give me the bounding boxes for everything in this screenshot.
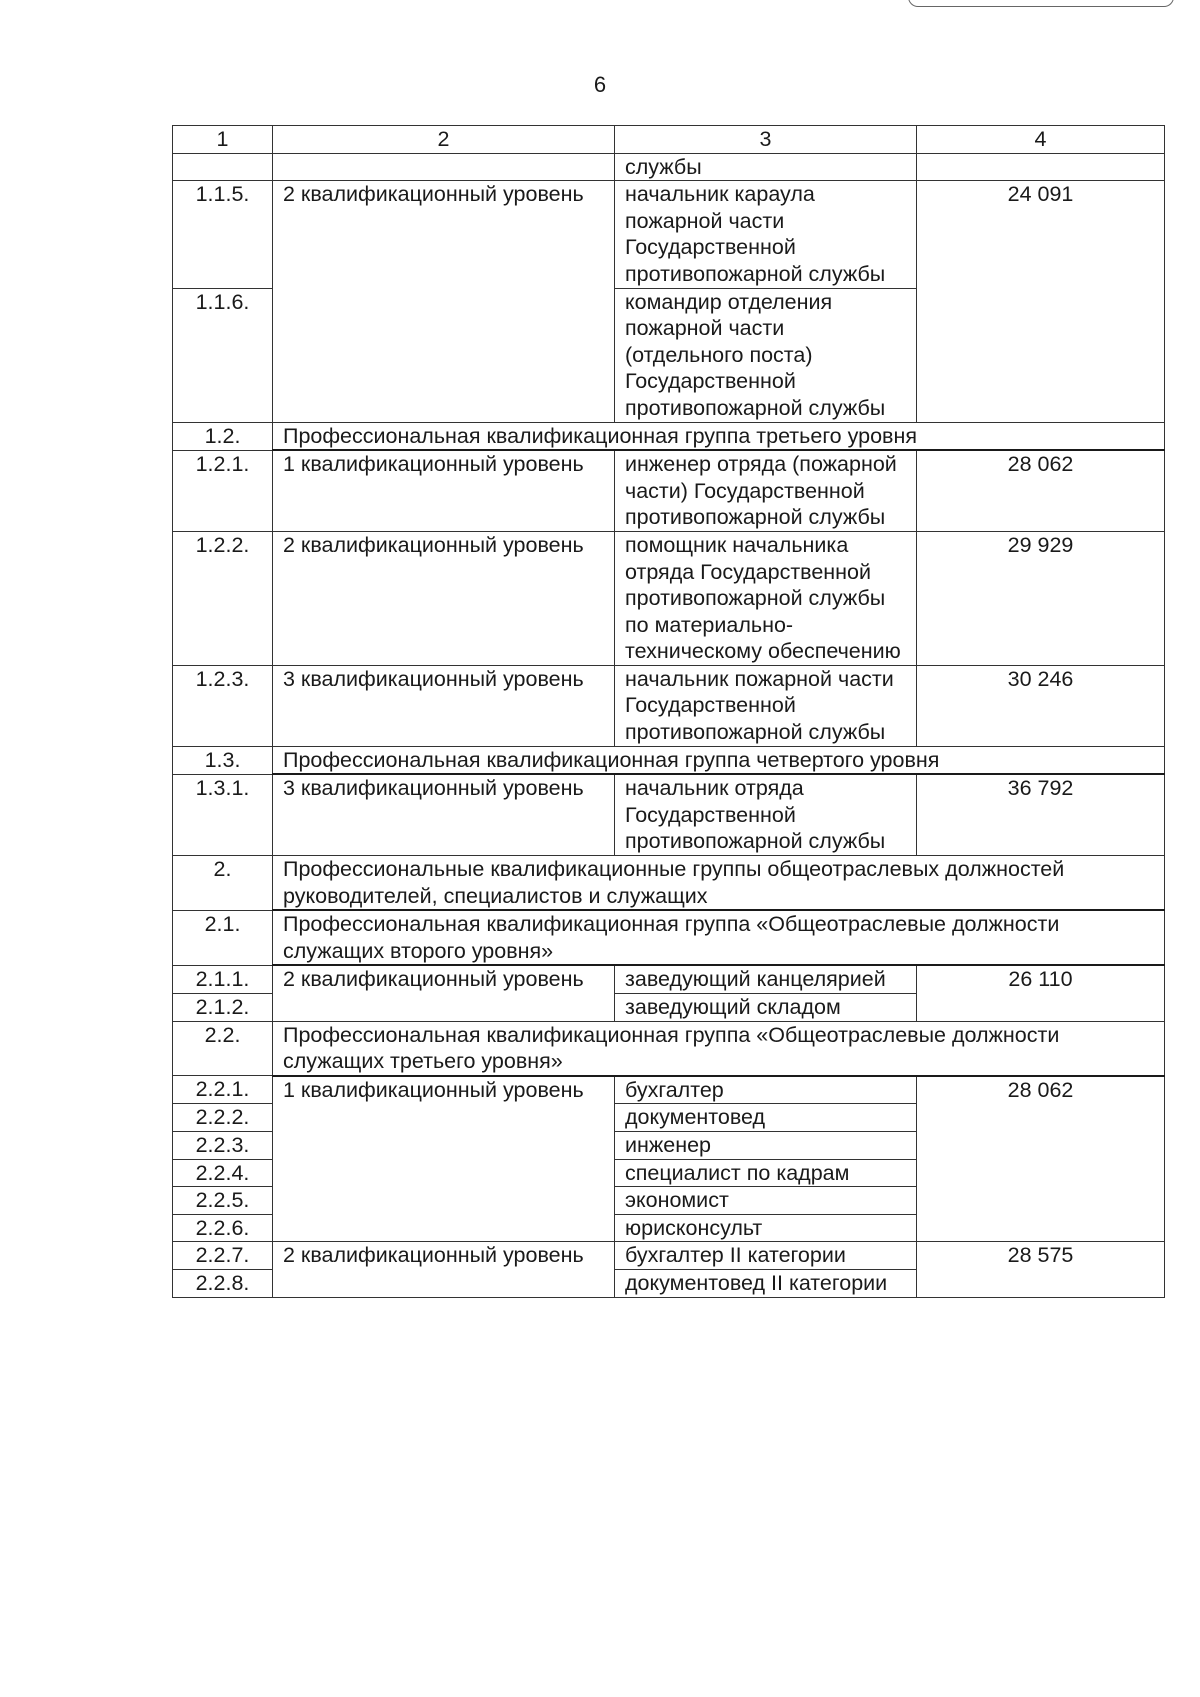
qualification-level: 2 квалификационный уровень: [273, 1242, 615, 1297]
qualification-level: 1 квалификационный уровень: [273, 1076, 615, 1242]
qualification-level: 2 квалификационный уровень: [273, 181, 615, 422]
table-row: [173, 965, 1165, 993]
position-title: бухгалтер: [615, 1076, 917, 1104]
row-number: 2.2.3.: [173, 1131, 273, 1159]
salary-amount: 29 929: [917, 531, 1165, 665]
salary-table: [172, 125, 1165, 1298]
position-title: бухгалтер II категории: [615, 1242, 917, 1270]
row-number: [173, 153, 273, 181]
group-title: Профессиональная квалификационная группа «Общеотраслевые должности служащих третьего уровня»: [273, 1021, 1165, 1076]
position-title: специалист по кадрам: [615, 1159, 917, 1187]
row-number: 1.1.5.: [173, 181, 273, 288]
row-number: 2.2.1.: [173, 1076, 273, 1104]
position-title: заведующий складом: [615, 994, 917, 1022]
position-title: юрисконсульт: [615, 1214, 917, 1242]
row-number: 2.1.2.: [173, 994, 273, 1022]
position-title: начальник отряда Государственной противопожарной службы: [615, 774, 917, 855]
position-title: начальник пожарной части Государственной противопожарной службы: [615, 665, 917, 746]
group-row: [173, 856, 1165, 911]
page-number: 6: [593, 72, 607, 97]
position-title: документовед: [615, 1104, 917, 1132]
row-number: 2.2.4.: [173, 1159, 273, 1187]
qualification-level: [273, 153, 615, 181]
table-row: [173, 153, 1165, 181]
salary-amount: 26 110: [917, 965, 1165, 1021]
row-number: 1.3.: [173, 746, 273, 774]
table-row: [173, 1242, 1165, 1270]
row-number: 1.2.2.: [173, 531, 273, 665]
table-row: [173, 181, 1165, 288]
row-number: 1.1.6.: [173, 288, 273, 422]
group-row: [173, 1021, 1165, 1076]
qualification-level: 3 квалификационный уровень: [273, 774, 615, 855]
column-header: 4: [917, 126, 1165, 154]
row-number: 2.2.8.: [173, 1269, 273, 1297]
position-title: начальник караула пожарной части Государственной противопожарной службы: [615, 181, 917, 288]
row-number: 2.2.: [173, 1021, 273, 1076]
position-title: инженер отряда (пожарной части) Государственной противопожарной службы: [615, 450, 917, 531]
page-corner-mark: [908, 0, 1174, 7]
salary-amount: 28 062: [917, 1076, 1165, 1242]
position-title: документовед II категории: [615, 1269, 917, 1297]
column-header: 1: [173, 126, 273, 154]
position-title: заведующий канцелярией: [615, 965, 917, 993]
row-number: 1.3.1.: [173, 774, 273, 855]
row-number: 2.1.1.: [173, 965, 273, 993]
position-title: помощник начальника отряда Государственной противопожарной службы по материально-техническому обеспечению: [615, 531, 917, 665]
column-header: 3: [615, 126, 917, 154]
group-row: [173, 910, 1165, 965]
column-header: 2: [273, 126, 615, 154]
table-row: [173, 1076, 1165, 1104]
qualification-level: 2 квалификационный уровень: [273, 531, 615, 665]
table-row: [173, 531, 1165, 665]
salary-amount: 28 062: [917, 450, 1165, 531]
qualification-level: 2 квалификационный уровень: [273, 965, 615, 1021]
position-title: экономист: [615, 1187, 917, 1215]
salary-amount: [917, 153, 1165, 181]
qualification-level: 3 квалификационный уровень: [273, 665, 615, 746]
row-number: 2.2.7.: [173, 1242, 273, 1270]
group-row: [173, 746, 1165, 774]
table-row: [173, 665, 1165, 746]
salary-amount: 28 575: [917, 1242, 1165, 1297]
row-number: 1.2.1.: [173, 450, 273, 531]
row-number: 2.2.2.: [173, 1104, 273, 1132]
row-number: 2.2.6.: [173, 1214, 273, 1242]
group-title: Профессиональная квалификационная группа третьего уровня: [273, 422, 1165, 450]
group-title: Профессиональная квалификационная группа «Общеотраслевые должности служащих второго уровня»: [273, 910, 1165, 965]
row-number: 1.2.3.: [173, 665, 273, 746]
salary-amount: 30 246: [917, 665, 1165, 746]
position-title: инженер: [615, 1131, 917, 1159]
salary-amount: 36 792: [917, 774, 1165, 855]
qualification-level: 1 квалификационный уровень: [273, 450, 615, 531]
group-title: Профессиональная квалификационная группа четвертого уровня: [273, 746, 1165, 774]
position-title: службы: [615, 153, 917, 181]
table-row: [173, 774, 1165, 855]
row-number: 2.1.: [173, 910, 273, 965]
group-title: Профессиональные квалификационные группы общеотраслевых должностей руководителей, специалистов и служащих: [273, 856, 1165, 911]
row-number: 2.2.5.: [173, 1187, 273, 1215]
row-number: 1.2.: [173, 422, 273, 450]
table-header-row: [173, 126, 1165, 154]
group-row: [173, 422, 1165, 450]
position-title: командир отделения пожарной части (отдельного поста) Государственной противопожарной службы: [615, 288, 917, 422]
salary-amount: 24 091: [917, 181, 1165, 422]
row-number: 2.: [173, 856, 273, 911]
table-row: [173, 450, 1165, 531]
